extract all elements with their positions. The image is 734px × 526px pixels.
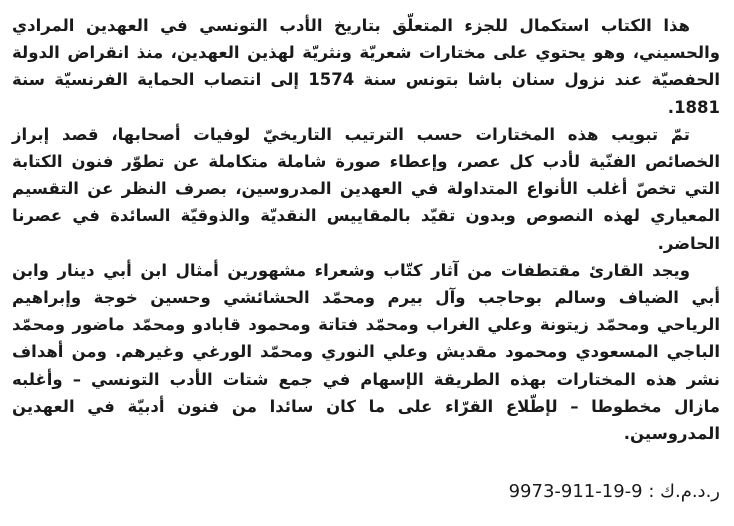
book-back-cover-text xyxy=(12,8,720,518)
paragraph-introduction: هذا الكتاب استكمال للجزء المتعلّق بتاريخ الأدب التونسي في العهدين المرادي والحسيني، وهو يحتوي على مختارات شعريّة ونثريّة لهذين العهدين، منذ انقراض الدولة الحفصيّة عند نزول سنان باشا بتونس سنة 1574 إلى انتصاب الحماية الفرنسيّة سنة 1881. xyxy=(12,16,721,117)
paragraph-authors: ويجد القارئ مقتطفات من آثار كتّاب وشعراء مشهورين أمثال ابن أبي دينار وابن أبي الضياف وسالم بوحاجب وآل بيرم ومحمّد الحشائشي وحسين خوجة وإبراهيم الرياحي ومحمّد زيتونة وعلي الغراب ومحمّد فتاتة ومحمود قابادو ومحمّد ماضور ومحمّد الباجي المسعودي ومحمود مقديش وعلي النوري ومحمّد الورغي وغيرهم. ومن أهداف نشر هذه المختارات بهذه الطريقة الإسهام في جمع شتات الأدب التونسي – وأغلبه مازال مخطوطا – لإطّلاع القرّاء على ما كان سائدا من فنون أدبيّة في العهدين المدروسين. xyxy=(12,260,720,444)
isbn-line: ر.د.م.ك : 9-19-911-9973 xyxy=(508,481,720,502)
paragraph-organization: تمّ تبويب هذه المختارات حسب الترتيب التاريخيّ لوفيات أصحابها، قصد إبراز الخصائص الفنّية لأدب كل عصر، وإعطاء صورة شاملة متكاملة عن تطوّر فنون الكتابة التي تخصّ أغلب الأنواع المتداولة في العهدين المدروسين، بصرف النظر عن التقسيم المعياري لهذه النصوص وبدون تقيّد بالمقاييس النقديّة والذوقيّة السائدة في عصرنا الحاضر. xyxy=(12,124,720,253)
